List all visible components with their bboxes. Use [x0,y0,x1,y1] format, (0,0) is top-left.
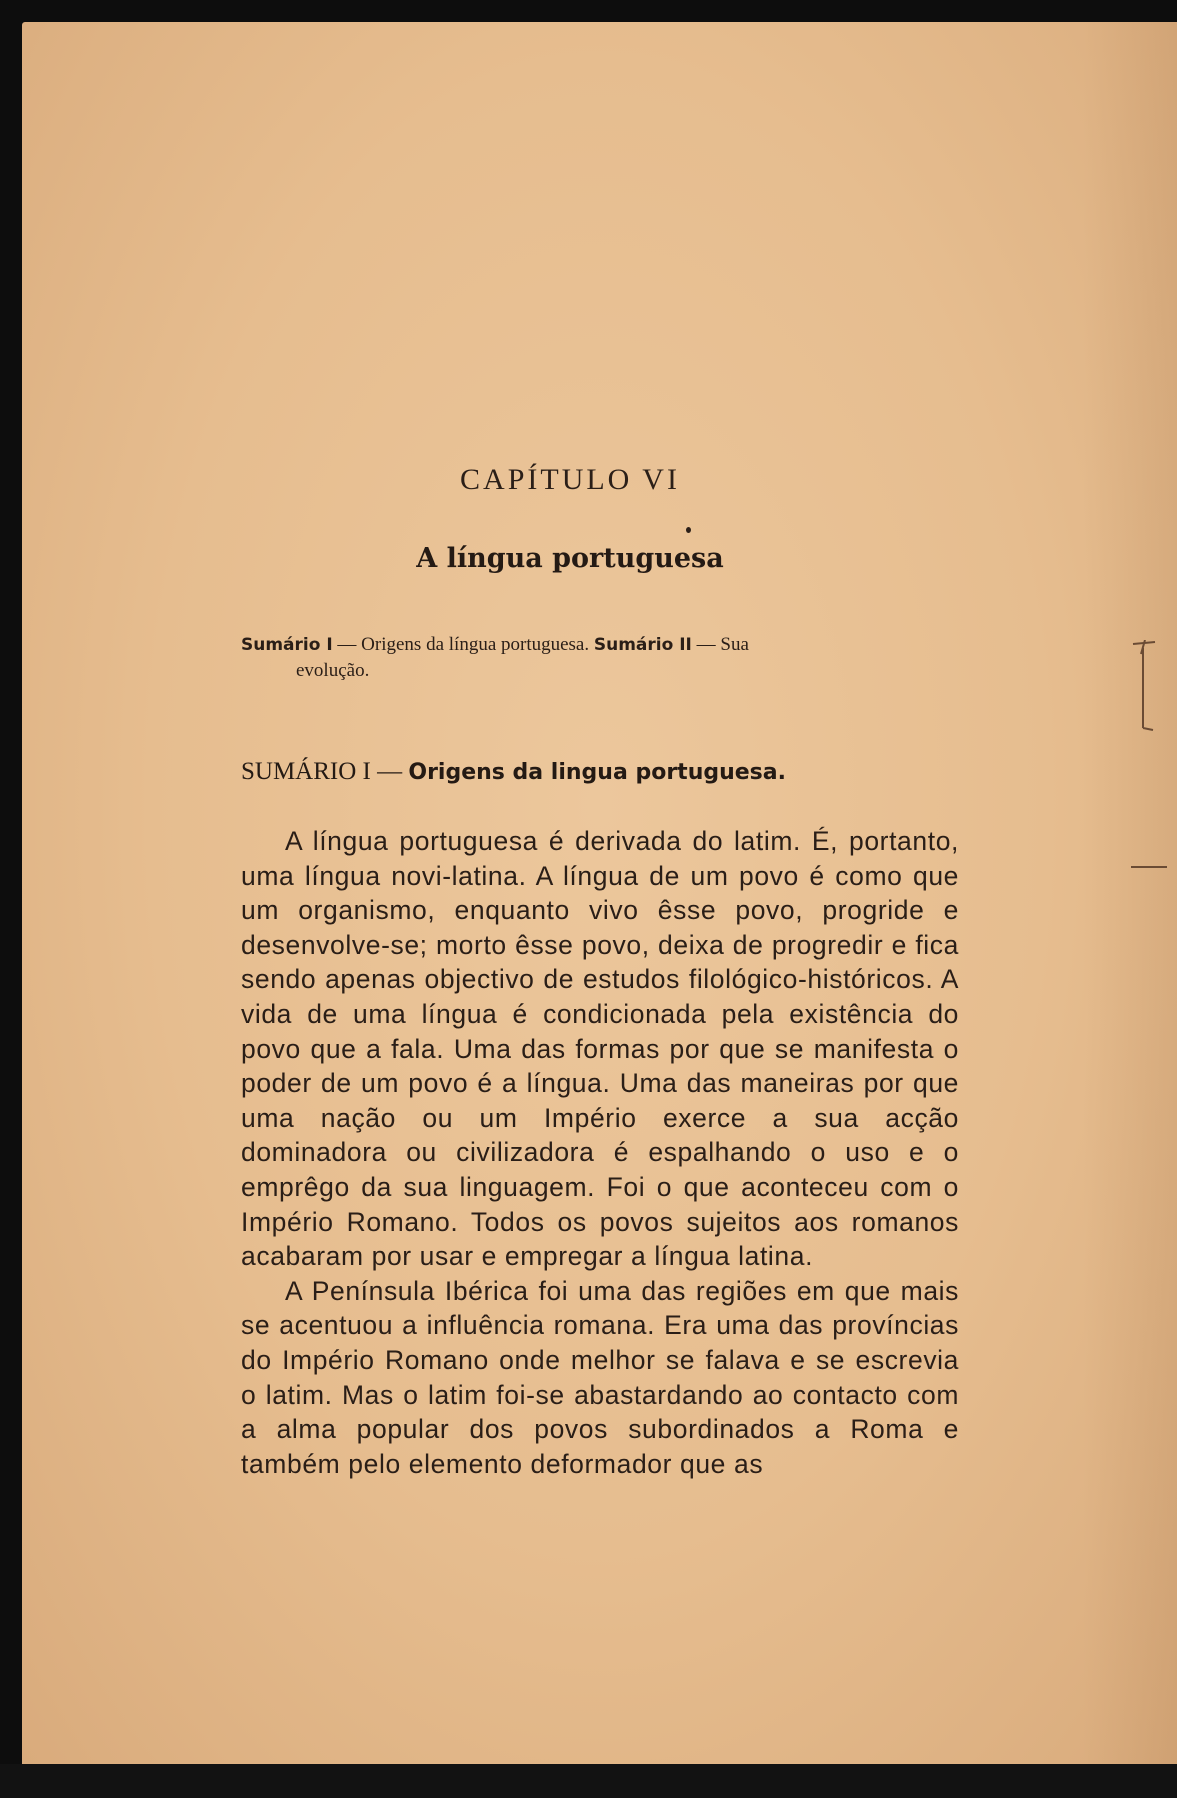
summary-text-3: evolução. [296,660,370,681]
section-heading [241,758,961,786]
chapter-heading: CAPÍTULO VI [460,463,680,496]
section-prefix: SUMÁRIO I — [241,758,409,785]
summary-label-2: Sumário II [593,635,692,655]
chapter-summary [241,632,961,684]
margin-pencil-mark [1129,640,1159,760]
body-text [241,824,959,1481]
paragraph: A Península Ibérica foi uma das regiões em que mais se acentuou a influência romana. Era uma das províncias do Império Romano onde melhor se falava e se escrevia o latim. Mas o latim foi-se abastardando ao contacto com a alma popular dos povos subordinados a Roma e também pelo elemento deformador que as [241,1275,959,1479]
section-title: Origens da lingua portuguesa. [408,760,786,785]
summary-label-1: Sumário I [241,635,333,655]
paragraph: A língua portuguesa é derivada do latim. É, portanto, uma língua novi-latina. A língua de um povo é como que um organismo, enquanto vivo êsse povo, progride e desenvolve-se; morto êsse povo, deixa de progredir e fica sendo apenas objectivo de estudos filológico-históricos. A vida de uma língua é condicionada pela existência do povo que a fala. Uma das formas por que se manifesta o poder de um povo é a língua. Uma das maneiras por que uma nação ou um Império exerce a sua acção dominadora ou civilizadora é espalhando o uso e o emprêgo da sua linguagem. Foi o que aconteceu com o Império Romano. Todos os povos sujeitos aos romanos acabaram por usar e empregar a língua latina. [241,826,959,1272]
ink-dot [686,527,691,533]
summary-text-1: — Origens da língua portuguesa. [332,634,594,655]
scan-border-bottom [0,1764,1177,1798]
summary-text-2: — Sua [691,634,749,655]
page-edge-shading [1082,22,1177,1764]
margin-dash-mark [1131,866,1167,868]
chapter-title: A língua portuguesa [416,543,724,574]
